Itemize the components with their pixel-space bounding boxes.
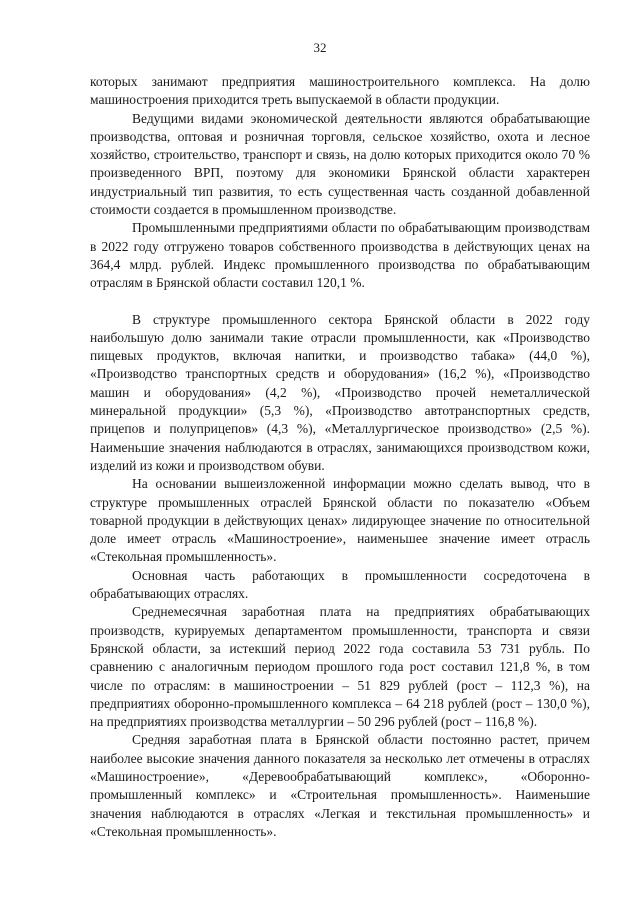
paragraph-5: На основании вышеизложенной информации можно сделать вывод, что в структуре промышленных отраслей Брянской области по показателю «Объем товарной продукции в действующих ценах» лидирующее значение по относительной доле имеет отрасль «Машиностроение», наименьшее значение имеет отрасль «Стекольная промышленность». [90,476,590,565]
paragraph-2: Ведущими видами экономической деятельности являются обрабатывающие производства, оптовая и розничная торговля, сельское хозяйство, охота и лесное хозяйство, строительство, транспорт и связь, на долю которых приходится около 70 % произведенного ВРП, поэтому для экономики Брянской области характерен индустриальный тип развития, то есть существенная часть созданной добавленной стоимости создается в промышленном производстве. [90,110,590,218]
paragraph-3: Промышленными предприятиями области по обрабатывающим производствам в 2022 году отгружено товаров собственного производства в действующих ценах на 364,4 млрд. рублей. Индекс промышленного производства по обрабатывающим отраслям в Брянской области составил 120,1 %. [90,220,590,291]
paragraph-4: В структуре промышленного сектора Брянской области в 2022 году наибольшую долю занимали такие отрасли промышленности, как «Производство пищевых продуктов, включая напитки, и производство табака» (44,0 %), «Производство транспортных средств и оборудования» (16,2 %), «Производство машин и оборудования» (4,2 %), «Производство прочей неметаллической минеральной продукции» (5,3 %), «Производство автотранспортных средств, прицепов и полуприцепов» (4,3 %), «Металлургическое производство» (2,5 %). Наименьшие значения наблюдаются в отраслях, занимающихся производством кожи, изделий из кожи и производством обуви. [90,311,590,473]
page-number: 32 [313,40,327,55]
paragraph-8: Средняя заработная плата в Брянской области постоянно растет, причем наиболее высокие значения данного показателя за несколько лет отмечены в отраслях «Машиностроение», «Деревообрабатывающий комплекс», «Оборонно-промышленный комплекс» и «Строительная промышленность». Наименьшие значения наблюдаются в отраслях «Легкая и текстильная промышленность» и «Стекольная промышленность». [90,732,590,839]
document-body [90,73,590,841]
paragraph-1: которых занимают предприятия машиностроительного комплекса. На долю машиностроения приходится треть выпускаемой в области продукции. [90,74,590,108]
paragraph-7: Среднемесячная заработная плата на предприятиях обрабатывающих производств, курируемых департаментом промышленности, транспорта и связи Брянской области, за истекший период 2022 года составила 53 731 рубль. По сравнению с аналогичным периодом прошлого года рост составил 121,8 %, в том числе по отраслям: в машиностроении – 51 829 рублей (рост – 112,3 %), на предприятиях оборонно-промышленного комплекса – 64 218 рублей (рост – 130,0 %), на предприятиях производства металлургии – 50 296 рублей (рост – 116,8 %). [90,604,590,730]
paragraph-6: Основная часть работающих в промышленности сосредоточена в обрабатывающих отраслях. [90,567,590,602]
